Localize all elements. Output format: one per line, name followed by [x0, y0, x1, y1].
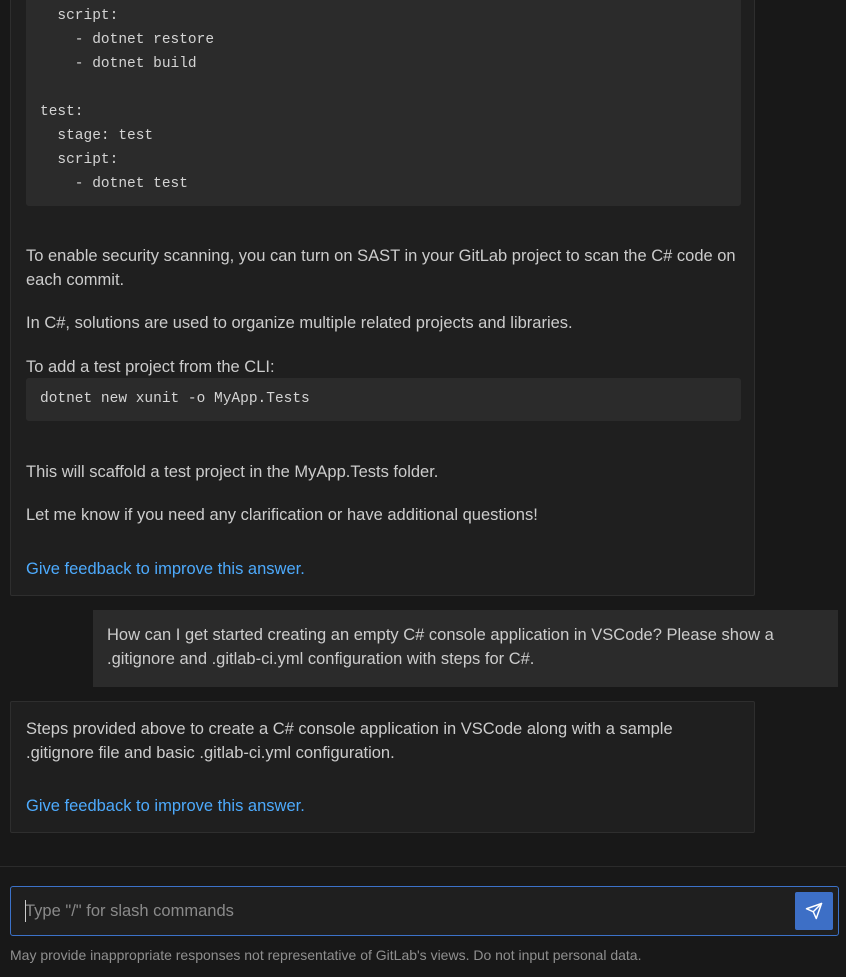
- answer-paragraph-sast: To enable security scanning, you can turn on SAST in your GitLab project to scan the C# code on each commit.: [26, 247, 736, 289]
- code-block-yaml: script: - dotnet restore - dotnet build test: stage: test script: - dotnet test: [26, 0, 741, 206]
- paper-plane-icon: [805, 902, 823, 920]
- assistant-message: [10, 0, 755, 596]
- send-button[interactable]: [795, 892, 833, 930]
- answer-paragraph-solutions: In C#, solutions are used to organize multiple related projects and libraries.: [26, 314, 573, 332]
- composer-divider: [0, 866, 846, 867]
- chat-composer: [10, 886, 839, 936]
- code-block-cli: dotnet new xunit -o MyApp.Tests: [26, 378, 741, 421]
- user-message: How can I get started creating an empty C# console application in VSCode? Please show a .gitignore and .gitlab-ci.yml configuration with steps for C#.: [93, 610, 838, 687]
- disclaimer-text: May provide inappropriate responses not representative of GitLab's views. Do not input personal data.: [10, 947, 642, 963]
- answer-paragraph-add-test: To add a test project from the CLI:: [26, 358, 275, 376]
- text-caret: [25, 900, 26, 922]
- answer-paragraph-clarify: Let me know if you need any clarification or have additional questions!: [26, 506, 538, 524]
- feedback-link[interactable]: Give feedback to improve this answer.: [26, 797, 305, 815]
- answer-paragraph-scaffold: This will scaffold a test project in the MyApp.Tests folder.: [26, 463, 439, 481]
- feedback-link[interactable]: Give feedback to improve this answer.: [26, 560, 305, 578]
- answer-paragraph: Steps provided above to create a C# console application in VSCode along with a sample .gitignore file and basic .gitlab-ci.yml configuration.: [26, 720, 673, 762]
- assistant-message: [10, 701, 755, 833]
- chat-input[interactable]: [25, 899, 785, 923]
